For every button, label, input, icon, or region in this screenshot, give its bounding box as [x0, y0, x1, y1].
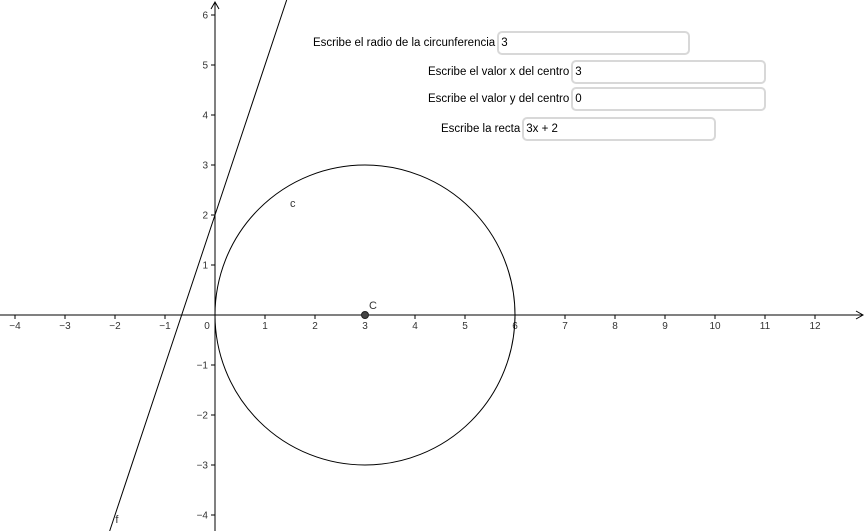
line-input-row	[441, 117, 716, 141]
x-tick-label: 0	[204, 321, 210, 332]
center-y-input[interactable]	[571, 87, 766, 111]
x-tick-label: 3	[362, 321, 368, 332]
x-tick-label: −1	[159, 321, 171, 332]
x-tick-label: 2	[312, 321, 318, 332]
x-tick-label: −4	[9, 321, 21, 332]
x-tick-label: 9	[662, 321, 668, 332]
x-tick-label: −2	[109, 321, 121, 332]
circle-label: c	[290, 198, 296, 210]
x-tick-label: 5	[462, 321, 468, 332]
line-caption: Escribe la recta	[441, 123, 521, 135]
y-tick-label: 1	[202, 260, 208, 272]
y-tick-label: 3	[202, 160, 208, 172]
x-tick-label: 7	[562, 321, 568, 332]
y-tick-label: 4	[202, 110, 208, 122]
y-tick-label: −3	[196, 460, 208, 472]
line-label: f	[115, 514, 119, 526]
radius-caption: Escribe el radio de la circunferencia	[313, 37, 496, 49]
x-tick-label: 11	[759, 321, 771, 332]
y-axis	[197, 2, 219, 531]
y-tick-label: −4	[196, 510, 208, 522]
center-x-caption: Escribe el valor x del centro	[428, 66, 570, 78]
center-x-input[interactable]	[571, 60, 766, 84]
y-tick-label: 2	[202, 210, 208, 222]
y-tick-label: −1	[196, 360, 208, 372]
point-label: C	[369, 300, 377, 312]
x-tick-label: 10	[709, 321, 721, 332]
center-point-c[interactable]	[362, 312, 369, 319]
x-tick-label: 6	[512, 321, 518, 332]
y-tick-label: 6	[202, 10, 208, 22]
x-tick-label: 1	[262, 321, 268, 332]
x-axis	[0, 311, 863, 332]
center-y-input-row	[428, 87, 766, 111]
line-f[interactable]	[110, 0, 287, 531]
x-tick-label: −3	[59, 321, 71, 332]
center-y-caption: Escribe el valor y del centro	[428, 93, 570, 105]
radius-input-row	[313, 31, 690, 55]
center-x-input-row	[428, 60, 766, 84]
y-tick-label: −2	[196, 410, 208, 422]
x-tick-label: 8	[612, 321, 618, 332]
x-tick-label: 4	[412, 321, 418, 332]
x-tick-label: 12	[809, 321, 821, 332]
radius-input[interactable]	[497, 31, 690, 55]
line-input[interactable]	[522, 117, 716, 141]
y-tick-label: 5	[202, 60, 208, 72]
